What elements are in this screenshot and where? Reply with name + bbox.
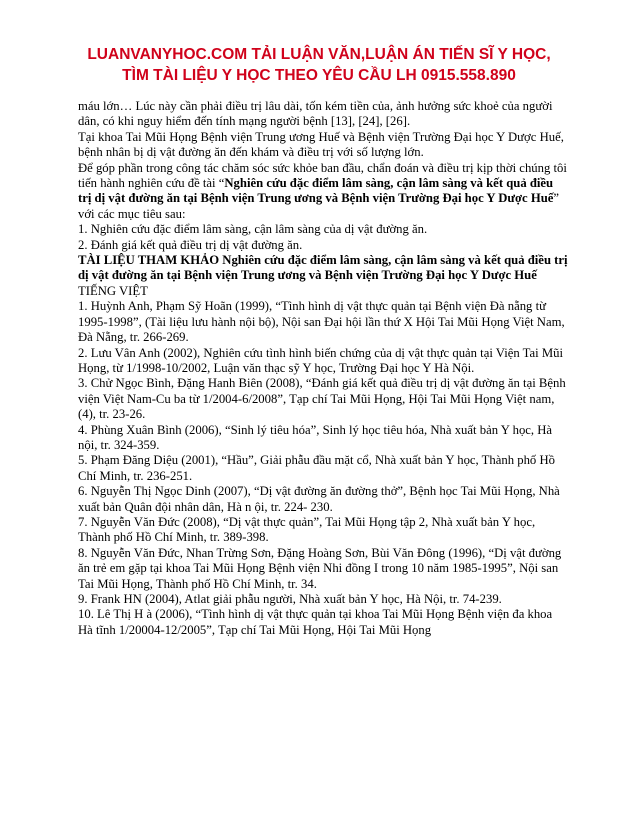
goal-item: 2. Đánh giá kết quả điều trị dị vật đường ăn. [78, 237, 303, 252]
references-subheading: TIẾNG VIỆT [78, 283, 148, 298]
intro-paragraph-2: Tại khoa Tai Mũi Họng Bệnh viện Trung ương Huế và Bệnh viện Trường Đại học Y Dược Huế, bệnh nhân bị dị vật đường ăn đến khám và điều trị với số lượng lớn. [78, 129, 564, 160]
intro-text: Để góp phần trong công tác chăm sóc sức khỏe ban đầu, chẩn đoán và điều trị kịp thời chúng tôi tiến hành nghiên cứu đề tài “ [78, 160, 567, 191]
site-banner [0, 44, 638, 86]
reference-item: 1. Huỳnh Anh, Phạm Sỹ Hoãn (1999), “Tình hình dị vật thực quản tại Bệnh viện Đà nẵng từ 1995-1998”, (Tài liệu lưu hành nội bộ), Nội san Đại hội lần thứ X Hội Tai Mũi Họng Việt Nam, Đà Nẵng, tr. 266-269. [78, 299, 565, 345]
intro-paragraph-1: máu lớn… Lúc này cần phải điều trị lâu dài, tốn kém tiền của, ảnh hưởng sức khoẻ của người dân, có khi nguy hiểm đến tính mạng người bệnh [13], [24], [26]. [78, 99, 553, 129]
reference-item: 8. Nguyễn Văn Đức, Nhan Trừng Sơn, Đặng Hoàng Sơn, Bùi Văn Đông (1996), “Dị vật đường ăn trẻ em gặp tại khoa Tai Mũi Họng Bệnh viện Nhi đồng I trong 10 năm 1985-1995”, Nội san Tai Mũi Họng, Thành phố Hồ Chí Minh, tr. 34. [78, 545, 562, 591]
reference-item: 5. Phạm Đăng Diệu (2001), “Hầu”, Giải phẫu đầu mặt cổ, Nhà xuất bản Y học, Thành phố Hồ Chí Minh, tr. 236-251. [78, 453, 555, 483]
study-title: Nghiên cứu đặc điểm lâm sàng, cận lâm sàng và kết quả điều trị dị vật đường ăn tại Bệnh viện Trung ương và Bệnh viện Trường Đại học Y Dược Huế [78, 176, 554, 206]
intro-paragraph-3 [78, 161, 568, 223]
reference-item: 3. Chử Ngọc Bình, Đặng Hanh Biên (2008), “Đánh giá kết quả điều trị dị vật đường ăn tại Bệnh viện Việt Nam-Cu ba từ 1/2004-6/2008”, Tạp chí Tai Mũi Họng, Hội Tai Mũi Họng Việt nam, (4), tr. 23-26. [78, 376, 566, 422]
banner-line-1: LUANVANYHOC.COM TẢI LUẬN VĂN,LUẬN ÁN TIẾN SĨ Y HỌC, [87, 46, 551, 63]
intro-text-end: ” với các mục tiêu sau: [78, 191, 560, 221]
reference-item: 10. Lê Thị H à (2006), “Tình hình dị vật thực quản tại khoa Tai Mũi Họng Bệnh viện đa khoa Hà tĩnh 1/20004-12/2005”, Tạp chí Tai Mũi Họng, Hội Tai Mũi Họng [78, 607, 553, 637]
reference-item: 6. Nguyễn Thị Ngọc Dinh (2007), “Dị vật đường ăn đường thở”, Bệnh học Tai Mũi Họng, Nhà xuất bản Quân đội nhân dân, Hà n ội, tr. 224- 230. [78, 484, 560, 514]
reference-item: 2. Lưu Vân Anh (2002), Nghiên cứu tình hình biến chứng của dị vật thực quản tại Viện Tai Mũi Họng, từ 1/1998-10/2002, Luận văn thạc sỹ Y học, Trường Đại học Y Hà Nội. [78, 345, 563, 375]
reference-item: 7. Nguyễn Văn Đức (2008), “Dị vật thực quản”, Tai Mũi Họng tập 2, Nhà xuất bản Y học, Thành phố Hồ Chí Minh, tr. 389-398. [78, 514, 536, 545]
goal-item: 1. Nghiên cứu đặc điểm lâm sàng, cận lâm sàng của dị vật đường ăn. [78, 222, 428, 237]
references-heading: TÀI LIỆU THAM KHẢO Nghiên cứu đặc điểm lâm sàng, cận lâm sàng và kết quả điều trị dị vật đường ăn tại Bệnh viện Trung ương và Bệnh viện Trường Đại học Y Dược Huế [78, 253, 568, 283]
banner-line-2: TÌM TÀI LIỆU Y HỌC THEO YÊU CẦU LH 0915.558.890 [122, 67, 516, 84]
reference-item: 4. Phùng Xuân Bình (2006), “Sinh lý tiêu hóa”, Sinh lý học tiêu hóa, Nhà xuất bản Y học, Hà nội, tr. 324-359. [78, 422, 553, 452]
document-body [78, 99, 568, 638]
reference-item: 9. Frank HN (2004), Atlat giải phẫu người, Nhà xuất bản Y học, Hà Nội, tr. 74-239. [78, 592, 502, 606]
